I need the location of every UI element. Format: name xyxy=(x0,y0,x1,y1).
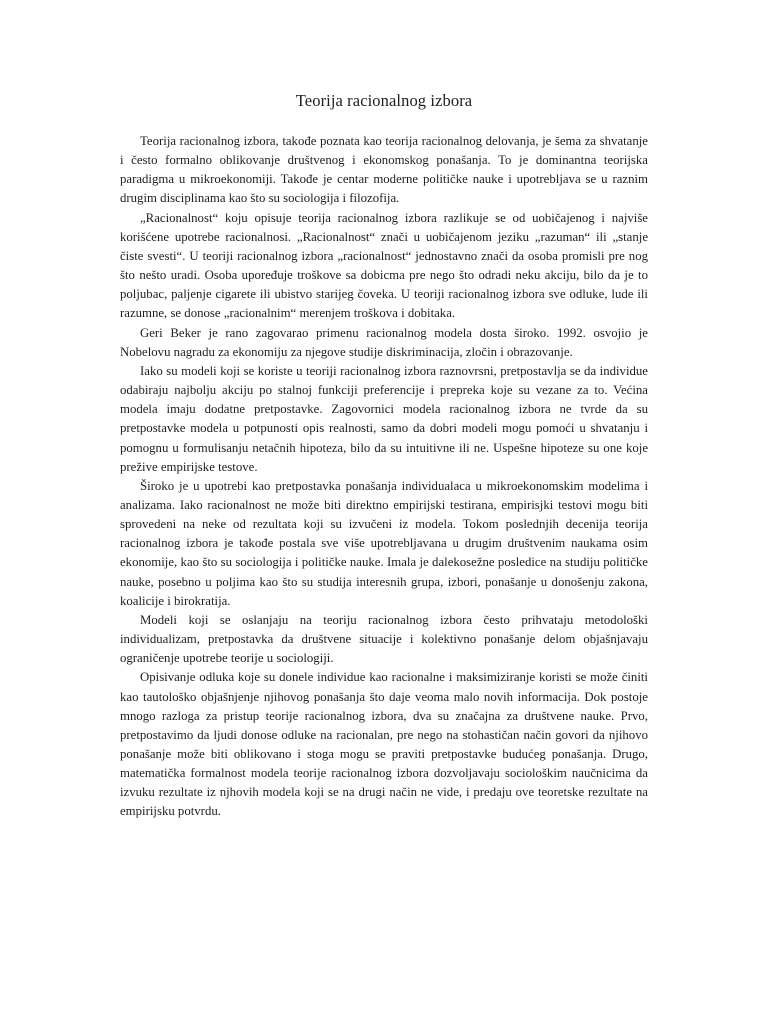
paragraph-6: Modeli koji se oslanjaju na teoriju racionalnog izbora često prihvataju metodološki individualizam, pretpostavka da društvene situacije i kolektivno ponašanje delom objašnjavaju ograničenje upotrebe teorije u sociologiji. xyxy=(120,612,648,666)
document-page xyxy=(120,91,648,822)
paragraph-1: Teorija racionalnog izbora, takođe poznata kao teorija racionalnog delovanja, je šema za shvatanje i često formalno oblikovanje društvenog i ekonomskog ponašanja. To je dominantna teorijska paradigma u mikroekonomiji. Takođe je centar moderne političke nauke i upotrebljava se u raznim drugim disciplinama kao što su sociologija i filozofija. xyxy=(120,134,648,206)
paragraph-4: Iako su modeli koji se koriste u teoriji racionalnog izbora raznovrsni, pretpostavlja se da individue odabiraju najbolju akciju po stalnoj funkciji preferencije i prepreka koje su vezane za to. Većina modela imaju dodatne pretpostavke. Zagovornici modela racionalnog izbora ne tvrde da su pretpostavke modela u potpunosti opis realnosti, samo da dobri modeli mogu pomoći u shvatanju i pomognu u formulisanju netačnih hipoteza, bilo da su intuitivne ili ne. Uspešne hipoteze su one koje prežive empirijske testove. xyxy=(120,363,648,474)
paragraph-7: Opisivanje odluka koje su donele individue kao racionalne i maksimiziranje koristi se može činiti kao tautološko objašnjenje njihovog ponašanja što daje veoma malo novih informacija. Dok postoje mnogo razloga za pristup teorije racionalnog izbora, dva su značajna za društvene nauke. Prvo, pretpostavimo da ljudi donose odluke na racionalan, pre nego na stohastičan način govori da njihovo ponašanje može biti oblikovano i stoga mogu se praviti pretpostavke budućeg ponašanja. Drugo, matematička formalnost modela teorije racionalnog izbora dozvoljavaju sociološkim naučnicima da izvuku rezultate iz njhovih modela koji se na drugi način ne vide, i predaju ove teoretske rezultate na empirijsku potvrdu. xyxy=(120,670,648,819)
document-title: Teorija racionalnog izbora xyxy=(295,91,473,110)
paragraph-3: Geri Beker je rano zagovarao primenu racionalnog modela dosta široko. 1992. osvojio je Nobelovu nagradu za ekonomiju za njegove studije diskriminacija, zločin i obrazovanje. xyxy=(120,325,648,359)
paragraph-2: „Racionalnost“ koju opisuje teorija racionalnog izbora razlikuje se od uobičajenog i najviše korišćene upotrebe racionalnosi. „Racionalnost“ znači u uobičajenom jeziku „razuman“ ili „stanje čiste svesti“. U teoriji racionalnog izbora „racionalnost“ jednostavno znači da osoba promisli pre nog što nešto uradi. Osoba upoređuje troškove sa dobicma pre nego što odradi neku akciju, bilo da je to poljubac, paljenje cigarete ili ubistvo starijeg čoveka. U teoriji racionalnog izbora sve odluke, lude ili razumne, se donose „racionalnim“ merenjem troškova i dobitaka. xyxy=(120,210,648,321)
paragraph-5: Široko je u upotrebi kao pretpostavka ponašanja individualaca u mikroekonomskim modelima i analizama. Iako racionalnost ne može biti direktno empirijski testirana, empirisjki testovi mogu biti sprovedeni na neke od rezultata koji su izvučeni iz modela. Tokom poslednjih decenija teorija racionalnog izbora je takođe postala sve više upotrebljavana u drugim društvenim naukama osim ekonomije, kao što su sociologija i političke nauke. Imala je dalekosežne posledice na studiju političke nauke, posebno u poljima kao što su studija interesnih grupa, izbori, ponašanje u donošenju zakona, koalicije i birokratija. xyxy=(120,478,648,608)
